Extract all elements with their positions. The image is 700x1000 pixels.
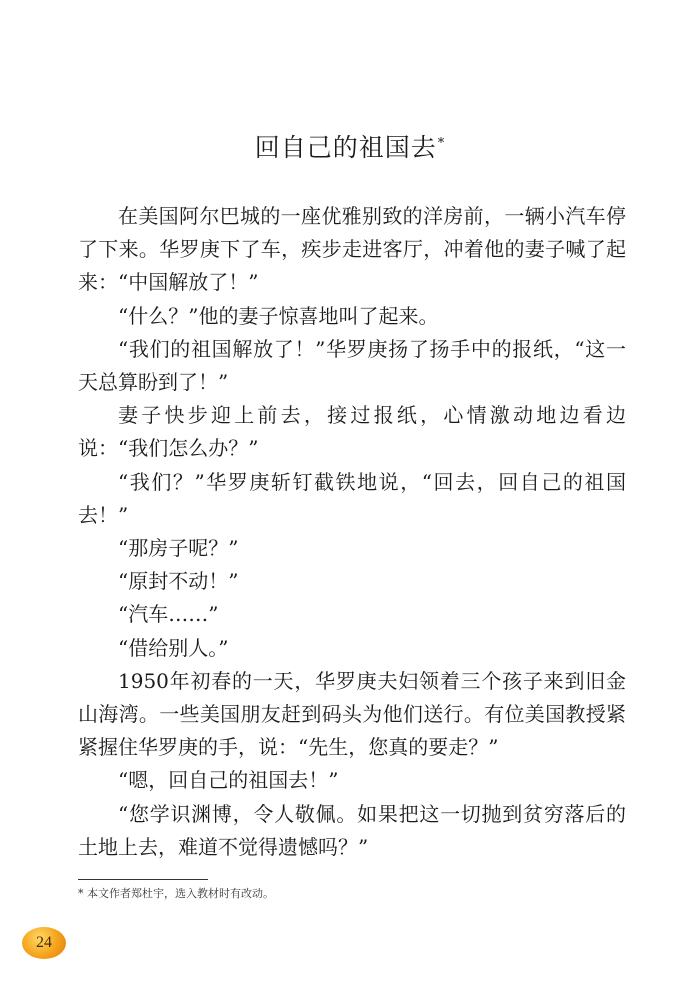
page-number-badge bbox=[22, 927, 66, 959]
page-number: 24 bbox=[36, 934, 52, 951]
paragraph: “我们的祖国解放了！”华罗庚扬了扬手中的报纸，“这一天总算盼到了！” bbox=[78, 336, 626, 395]
paragraph: 1950年初春的一天，华罗庚夫妇领着三个孩子来到旧金山海湾。一些美国朋友赶到码头为他们送行。有位美国教授紧紧握住华罗庚的手，说：“先生，您真的要走？” bbox=[78, 668, 626, 760]
footnote-divider bbox=[78, 879, 208, 880]
paragraph: “嗯，回自己的祖国去！” bbox=[118, 768, 339, 793]
paragraph: “什么？”他的妻子惊喜地叫了起来。 bbox=[118, 303, 439, 328]
page-title bbox=[0, 132, 700, 164]
paragraph: “那房子呢？” bbox=[118, 536, 239, 561]
title-text: 回自己的祖国去 bbox=[254, 133, 437, 162]
story-body bbox=[78, 200, 626, 864]
paragraph: “原封不动！” bbox=[118, 569, 239, 594]
paragraph: “借给别人。” bbox=[118, 635, 229, 660]
paragraph: “您学识渊博，令人敬佩。如果把这一切抛到贫穷落后的土地上去，难道不觉得遗憾吗？” bbox=[78, 801, 626, 859]
title-footnote-mark: * bbox=[437, 136, 446, 151]
paragraph: “汽车……” bbox=[118, 602, 219, 627]
paragraph: 妻子快步迎上前去，接过报纸，心情激动地边看边说：“我们怎么办？” bbox=[78, 403, 626, 461]
paragraph: 在美国阿尔巴城的一座优雅别致的洋房前，一辆小汽车停了下来。华罗庚下了车，疾步走进客厅，冲着他的妻子喊了起来：“中国解放了！” bbox=[78, 204, 626, 295]
footnote: * 本文作者郑杜宇，选入教材时有改动。 bbox=[78, 887, 274, 900]
paragraph: “我们？”华罗庚斩钉截铁地说，“回去，回自己的祖国去！” bbox=[78, 469, 626, 527]
